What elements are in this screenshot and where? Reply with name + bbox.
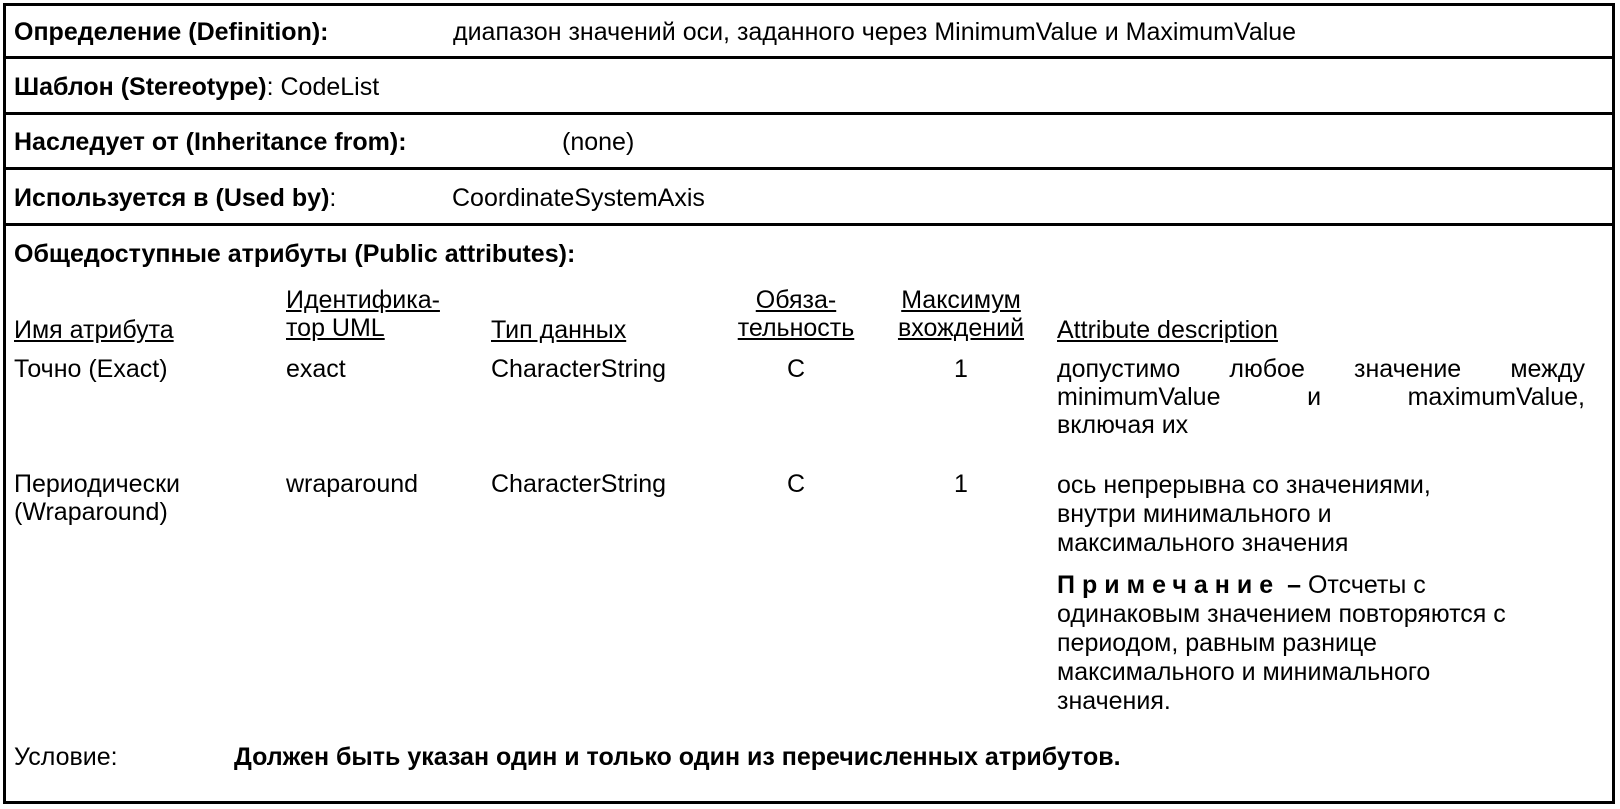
desc-word: maximumValue, [1407,383,1585,411]
header-type: Тип данных [491,316,627,344]
attr-max: 1 [954,470,968,498]
desc-word: значение [1353,355,1462,383]
stereotype-label: Шаблон (Stereotype) [14,73,267,101]
header-description: Attribute description [1057,316,1278,344]
public-attributes-heading [14,239,575,269]
inheritance-label: Наследует от (Inheritance from): [14,128,407,156]
attr-max: 1 [954,355,968,383]
attr-name-line1: Периодически [14,470,180,498]
note-dash: – [1280,571,1308,599]
attr-desc-line3: максимального значения [1057,529,1349,557]
stereotype-value: CodeList [280,73,380,101]
header-max-line1: Максимум [901,286,1021,314]
desc-word: любое [1229,355,1305,383]
attr-desc-line1: ось непрерывна со значениями, [1057,471,1431,499]
attr-name: Точно (Exact) [14,355,168,383]
header-obligation-line1: Обяза- [755,286,837,314]
attr-desc-line1 [1057,355,1585,383]
note-line4: максимального и минимального [1057,658,1431,686]
desc-word: между [1510,355,1585,383]
definition-value: диапазон значений оси, заданного через MinimumValue и MaximumValue [453,18,1297,46]
desc-word: minimumValue [1057,383,1221,411]
attr-desc-line2: внутри минимального и [1057,500,1332,528]
attr-type: CharacterString [491,470,667,498]
attr-obligation: C [786,470,806,498]
header-uml-line1: Идентифика- [286,286,440,314]
attr-uml: exact [286,355,346,383]
stereotype-row [6,59,1612,115]
definition-row [6,6,1612,59]
inheritance-value: (none) [562,128,635,156]
attr-uml: wraparound [286,470,419,498]
attr-name-line2: (Wraparound) [14,498,168,526]
definition-label: Определение (Definition): [14,18,329,46]
header-obligation-line2: тельность [737,314,855,342]
header-max-line2: вхождений [897,314,1025,342]
condition-label: Условие: [14,743,118,771]
header-uml-line2: тор UML [286,314,385,342]
note-line3: периодом, равным разнице [1057,629,1377,657]
condition-value: Должен быть указан один и только один из перечисленных атрибутов. [234,743,1121,771]
used-by-text [14,183,336,213]
note-label: Примечание [1057,571,1281,599]
used-by-sep: : [329,184,337,212]
attr-type: CharacterString [491,355,667,383]
public-attributes-label: Общедоступные атрибуты (Public attributes) [14,240,567,268]
used-by-row [6,170,1612,226]
used-by-label: Используется в (Used by) [14,184,330,212]
note-line5: значения. [1057,687,1171,715]
codelist-table [3,3,1615,804]
used-by-value: CoordinateSystemAxis [452,184,705,212]
attr-note [1057,571,1506,715]
public-attributes-sep: : [566,240,576,268]
note-line2: одинаковым значением повторяются с [1057,600,1506,628]
stereotype-sep: : [266,73,274,101]
attr-desc-line2 [1057,383,1585,411]
header-name: Имя атрибута [14,316,174,344]
attr-desc-line3: включая их [1057,411,1189,439]
desc-word: допустимо [1057,355,1181,383]
note-line1 [1057,571,1506,599]
note-text-1: Отсчеты с [1307,571,1426,599]
inheritance-row [6,115,1612,170]
attr-obligation: C [786,355,806,383]
desc-word: и [1307,383,1322,411]
stereotype-text [14,72,379,102]
